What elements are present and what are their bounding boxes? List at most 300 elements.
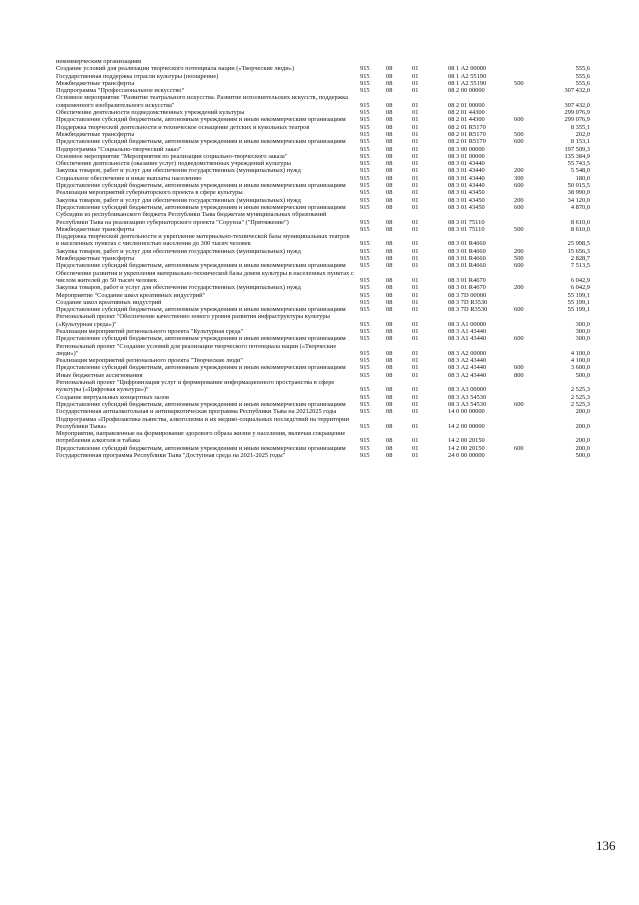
row-grbs-code: 915 [360,218,370,226]
row-section-code: 08 [386,400,393,408]
row-expense-type-code: 200 [514,247,524,255]
row-expense-type-code: 500 [514,225,524,233]
row-subsection-code: 01 [412,101,419,109]
row-subsection-code: 01 [412,386,419,394]
row-grbs-code: 915 [360,174,370,182]
row-amount: 8 355,1 [570,123,590,131]
row-target-article-code: 08 3 01 R4670 [448,284,486,292]
row-amount: 7 513,5 [570,262,590,270]
row-amount: 6 042,9 [570,276,590,284]
row-subsection-code: 01 [412,203,419,211]
row-target-article-code: 08 3 01 43450 [448,196,485,204]
row-subsection-code: 01 [412,306,419,314]
table-row [56,189,590,196]
table-row [56,146,590,153]
row-target-article-code: 08 3 01 43440 [448,182,485,190]
row-section-code: 08 [386,218,393,226]
row-expense-type-code [514,87,542,94]
table-row [56,124,590,131]
row-grbs-code: 915 [360,298,370,306]
row-expense-type-code [514,73,542,80]
row-target-article-code [448,58,514,65]
row-expense-type-code: 500 [514,130,524,138]
row-amount: 300,0 [575,320,590,328]
row-amount: 2 525,3 [570,393,590,401]
row-target-article-code: 08 3 А1 43440 [448,327,487,335]
row-expense-type-code [514,357,542,364]
row-amount: 307 432,0 [564,87,590,95]
row-name: Предоставление субсидий бюджетным, автономным учреждениям и иным некоммерческим организациям [56,335,346,343]
row-subsection-code: 01 [412,371,419,379]
row-amount: 555,6 [575,72,590,80]
row-grbs-code: 915 [360,306,370,314]
row-target-article-code: 08 2 01 R5170 [448,138,486,146]
row-amount: 8 610,0 [570,218,590,226]
row-subsection-code: 01 [412,327,419,335]
row-section-code: 08 [386,116,393,124]
row-amount: 3 600,0 [570,364,590,372]
page-number: 136 [596,838,616,853]
row-expense-type-code: 200 [514,284,524,292]
row-name: Закупка товаров, работ и услуг для обеспечения государственных (муниципальных) нужд [56,196,301,204]
table-row [56,364,590,371]
row-amount: 4 100,0 [570,349,590,357]
row-name: Межбюджетные трансферты [56,225,135,233]
row-expense-type-code [514,124,542,131]
row-amount: 555,6 [575,65,590,73]
row-expense-type-code: 200 [514,196,524,204]
row-name: Предоставление субсидий бюджетным, автономным учреждениям и иным некоммерческим организациям [56,364,346,372]
row-target-article-code: 08 3 01 43440 [448,167,485,175]
row-name: Поддержка творческой деятельности и укрепление материально-технической базы муниципальных театров в населенных пунктах с численностью населения до 300 тысяч человек [56,233,350,248]
row-expense-type-code: 600 [514,116,524,124]
row-amount: 2 525,3 [570,400,590,408]
row-expense-type-code: 600 [514,182,524,190]
row-grbs-code: 915 [360,240,370,248]
table-row [56,65,590,72]
row-amount: 200,0 [575,444,590,452]
row-target-article-code: 14 2 00 20150 [448,444,485,452]
row-target-article-code: 08 3 А1 43440 [448,335,487,343]
row-amount: 555,6 [575,79,590,87]
table-row [56,226,590,233]
row-section-code: 08 [386,160,393,168]
row-subsection-code: 01 [412,145,419,153]
row-expense-type-code: 300 [514,174,524,182]
row-name: Обеспечение деятельности (оказание услуг) подведомственных учреждений культуры [56,160,291,168]
table-row [56,335,590,342]
table-row [56,138,590,145]
table-row [56,94,590,109]
table-row [56,248,590,255]
row-name: Создание условий для реализации творческого потенциала нации («Творческие люди») [56,65,294,73]
row-subsection-code: 01 [412,452,419,460]
row-subsection-code: 01 [412,138,419,146]
row-expense-type-code [514,146,542,153]
row-name: Реализация мероприятий регионального проекта "Культурная среда" [56,327,244,335]
row-amount: 200,0 [575,408,590,416]
row-expense-type-code [514,430,542,445]
table-row [56,284,590,291]
row-target-article-code: 08 3 01 00000 [448,152,485,160]
row-grbs-code: 915 [360,203,370,211]
row-amount: 15 656,3 [567,247,590,255]
row-section-code: 08 [386,371,393,379]
row-name: Закупка товаров, работ и услуг для обеспечения государственных (муниципальных) нужд [56,247,301,255]
budget-table-body [56,58,590,459]
row-subsection-code: 01 [412,218,419,226]
row-expense-type-code: 500 [514,79,524,87]
table-row [56,116,590,123]
table-row [56,167,590,174]
row-amount [542,58,590,65]
row-subsection-code: 01 [412,422,419,430]
row-amount: 2 525,3 [570,386,590,394]
row-section-code [386,58,412,65]
row-target-article-code: 08 3 7D 00000 [448,291,487,299]
row-grbs-code [360,58,386,65]
row-target-article-code: 08 3 01 R4660 [448,247,486,255]
row-expense-type-code [514,408,542,415]
row-subsection-code: 01 [412,182,419,190]
row-section-code: 08 [386,247,393,255]
row-target-article-code: 08 3 01 R4670 [448,276,486,284]
row-grbs-code: 915 [360,123,370,131]
row-target-article-code: 08 3 А3 54530 [448,400,487,408]
table-row [56,80,590,87]
row-grbs-code: 915 [360,116,370,124]
row-target-article-code: 14 0 00 00000 [448,408,485,416]
row-grbs-code: 915 [360,291,370,299]
row-section-code: 08 [386,422,393,430]
row-target-article-code: 08 1 А2 55190 [448,72,487,80]
row-section-code: 08 [386,291,393,299]
row-expense-type-code [514,452,542,459]
row-subsection-code: 01 [412,79,419,87]
row-grbs-code: 915 [360,130,370,138]
row-subsection-code: 01 [412,364,419,372]
row-section-code: 08 [386,203,393,211]
row-name: Предоставление субсидий бюджетным, автономным учреждениям и иным некоммерческим организациям [56,444,346,452]
row-subsection-code: 01 [412,437,419,445]
row-expense-type-code: 600 [514,444,524,452]
row-name: Межбюджетные трансферты [56,79,135,87]
row-expense-type-code: 600 [514,138,524,146]
row-target-article-code: 08 2 01 44300 [448,116,485,124]
row-target-article-code: 08 2 01 44300 [448,109,485,117]
table-row [56,73,590,80]
row-grbs-code: 915 [360,72,370,80]
row-subsection-code: 01 [412,276,419,284]
table-row [56,372,590,379]
row-amount: 55 743,5 [567,160,590,168]
row-name: Социальное обеспечение и иные выплаты населению [56,174,202,182]
row-subsection-code: 01 [412,109,419,117]
row-amount: 4 100,0 [570,357,590,365]
row-amount: 299 076,9 [564,109,590,117]
row-subsection-code: 01 [412,189,419,197]
row-section-code: 08 [386,101,393,109]
table-row [56,211,590,226]
table-row [56,401,590,408]
table-row [56,379,590,394]
row-amount: 2 828,7 [570,255,590,263]
row-section-code: 08 [386,87,393,95]
row-subsection-code: 01 [412,357,419,365]
row-name: Предоставление субсидий бюджетным, автономным учреждениям и иным некоммерческим организациям [56,138,346,146]
row-section-code: 08 [386,364,393,372]
row-target-article-code: 08 3 А2 43440 [448,357,487,365]
table-row [56,131,590,138]
row-target-article-code: 08 3 01 43450 [448,189,485,197]
row-target-article-code: 08 2 00 00000 [448,87,485,95]
row-section-code: 08 [386,138,393,146]
row-expense-type-code [514,394,542,401]
row-subsection-code: 01 [412,349,419,357]
table-row [56,430,590,445]
row-name: Создание виртуальных концертных залов [56,393,169,401]
row-grbs-code: 915 [360,262,370,270]
row-target-article-code: 08 3 01 43450 [448,203,485,211]
table-row [56,87,590,94]
row-name: Подпрограмма «Профилактика пьянства, алкоголизма и их медико-социальных последствий на территории Республики Тыва» [56,415,349,430]
row-section-code: 08 [386,349,393,357]
row-name: Региональный проект "Цифровизация услуг и формирование информационного пространства в сфере культуры («Цифровая культура»)" [56,379,335,394]
table-row [56,445,590,452]
row-grbs-code: 915 [360,400,370,408]
row-subsection-code: 01 [412,291,419,299]
row-subsection-code: 01 [412,152,419,160]
row-grbs-code: 915 [360,320,370,328]
row-subsection-code: 01 [412,174,419,182]
row-name: Закупка товаров, работ и услуг для обеспечения государственных (муниципальных) нужд [56,284,301,292]
row-target-article-code: 08 3 01 43440 [448,174,485,182]
row-target-article-code: 08 3 А2 00000 [448,349,487,357]
row-grbs-code: 915 [360,101,370,109]
row-name: Предоставление субсидий бюджетным, автономным учреждениям и иным некоммерческим организациям [56,203,346,211]
table-row [56,204,590,211]
row-subsection-code: 01 [412,408,419,416]
row-target-article-code: 08 3 7D R3530 [448,306,488,314]
row-expense-type-code [514,94,542,109]
row-section-code: 08 [386,109,393,117]
table-row [56,175,590,182]
table-row [56,270,590,285]
row-subsection-code: 01 [412,298,419,306]
row-name: Основное мероприятие "Развитие театрального искусства. Развитие исполнительских искусств, поддержка современного изобразительного искусства" [56,94,348,109]
row-expense-type-code: 600 [514,262,524,270]
row-target-article-code: 08 3 А1 00000 [448,320,487,328]
row-section-code: 08 [386,240,393,248]
row-amount: 38 990,0 [567,189,590,197]
row-expense-type-code [514,233,542,248]
row-section-code: 08 [386,189,393,197]
row-grbs-code: 915 [360,357,370,365]
row-name: Предоставление субсидий бюджетным, автономным учреждениям и иным некоммерческим организациям [56,182,346,190]
row-grbs-code: 915 [360,196,370,204]
row-amount: 300,0 [575,327,590,335]
table-row [56,255,590,262]
row-amount: 200,0 [575,422,590,430]
row-name: Субсидии из республиканского бюджета Республики Тыва бюджетам муниципальных образований Республики Тыва на реализацию губернаторского проекта "Сорунза" ("Притяжение") [56,211,327,226]
table-row [56,328,590,335]
row-grbs-code: 915 [360,225,370,233]
row-amount: 200,0 [575,437,590,445]
row-expense-type-code [514,299,542,306]
row-subsection-code: 01 [412,196,419,204]
table-row [56,58,590,65]
row-amount: 500,0 [575,371,590,379]
table-row [56,197,590,204]
row-grbs-code: 915 [360,327,370,335]
row-target-article-code: 08 3 01 43440 [448,160,485,168]
row-grbs-code: 915 [360,167,370,175]
row-expense-type-code [514,109,542,116]
row-name: Мероприятия, направленные на формирование здорового образа жизни у населения, включая сокращение потребления алкоголя и табака [56,430,346,445]
row-subsection-code: 01 [412,240,419,248]
table-row [56,357,590,364]
row-expense-type-code [514,379,542,394]
row-subsection-code: 01 [412,320,419,328]
row-section-code: 08 [386,298,393,306]
row-grbs-code: 915 [360,335,370,343]
row-name: Обеспечение развития и укрепления материально-технической базы домов культуры в населенных пунктах с числом жителей до 50 тысяч человек [56,269,354,284]
table-row [56,182,590,189]
table-row [56,313,590,328]
row-subsection-code: 01 [412,255,419,263]
row-subsection-code: 01 [412,225,419,233]
row-target-article-code: 08 3 00 00000 [448,145,485,153]
row-grbs-code: 915 [360,386,370,394]
row-grbs-code: 915 [360,276,370,284]
row-grbs-code: 915 [360,437,370,445]
row-grbs-code: 915 [360,408,370,416]
row-amount: 202,0 [575,130,590,138]
row-grbs-code: 915 [360,393,370,401]
row-section-code: 08 [386,145,393,153]
table-row [56,160,590,167]
row-grbs-code: 915 [360,364,370,372]
row-target-article-code: 08 3 7D R3530 [448,298,488,306]
row-amount: 180,0 [575,174,590,182]
row-section-code: 08 [386,357,393,365]
row-target-article-code: 08 3 01 R4660 [448,255,486,263]
row-expense-type-code: 600 [514,306,524,314]
row-subsection-code: 01 [412,167,419,175]
row-grbs-code: 915 [360,444,370,452]
row-subsection-code: 01 [412,87,419,95]
row-amount: 55 199,1 [567,291,590,299]
row-grbs-code: 915 [360,182,370,190]
row-amount: 8 610,0 [570,225,590,233]
table-row [56,394,590,401]
row-grbs-code: 915 [360,371,370,379]
row-amount: 8 153,1 [570,138,590,146]
row-expense-type-code [514,153,542,160]
row-grbs-code: 915 [360,109,370,117]
row-grbs-code: 915 [360,87,370,95]
row-section-code: 08 [386,262,393,270]
row-expense-type-code: 600 [514,335,524,343]
row-grbs-code: 915 [360,189,370,197]
row-subsection-code: 01 [412,284,419,292]
table-row [56,262,590,269]
row-section-code: 08 [386,123,393,131]
row-section-code: 08 [386,152,393,160]
row-name: Региональный проект "Обеспечение качественно нового уровня развития инфраструктуры культуры («Культурная среда»)" [56,313,330,328]
row-target-article-code: 08 3 01 75110 [448,218,485,226]
row-section-code: 08 [386,452,393,460]
row-amount: 6 042,9 [570,284,590,292]
row-name: Мероприятие "Создание школ креативных индустрий" [56,291,206,299]
row-name: Межбюджетные трансферты [56,255,135,263]
table-row [56,343,590,358]
row-name: Закупка товаров, работ и услуг для обеспечения государственных (муниципальных) нужд [56,167,301,175]
row-name: Предоставление субсидий бюджетным, автономным учреждениям и иным некоммерческим организациям [56,262,346,270]
row-amount: 299 076,9 [564,116,590,124]
row-section-code: 08 [386,174,393,182]
row-amount: 197 509,3 [564,145,590,153]
row-grbs-code: 915 [360,138,370,146]
row-name: Государственная антиалкогольная и антинаркотическая программа Республики Тыва на 20212025 годы [56,408,337,416]
row-amount: 25 998,5 [567,240,590,248]
row-expense-type-code [514,211,542,226]
row-section-code: 08 [386,408,393,416]
row-subsection-code: 01 [412,247,419,255]
row-expense-type-code: 800 [514,371,524,379]
row-expense-type-code: 600 [514,364,524,372]
row-expense-type-code [514,292,542,299]
row-expense-type-code [514,416,542,431]
row-grbs-code: 915 [360,145,370,153]
row-target-article-code: 08 1 А2 00000 [448,65,487,73]
row-subsection-code: 01 [412,335,419,343]
table-row [56,153,590,160]
row-target-article-code: 08 3 01 R4660 [448,262,486,270]
row-grbs-code: 915 [360,65,370,73]
row-grbs-code: 915 [360,255,370,263]
row-expense-type-code: 600 [514,400,524,408]
row-section-code: 08 [386,327,393,335]
row-grbs-code: 915 [360,152,370,160]
row-target-article-code: 08 2 01 R5170 [448,123,486,131]
row-section-code: 08 [386,386,393,394]
row-subsection-code: 01 [412,444,419,452]
row-name: Иные бюджетные ассигнования [56,371,143,379]
row-name: некоммерческим организациям [56,58,142,65]
row-target-article-code: 08 3 А2 43440 [448,364,487,372]
row-expense-type-code [514,270,542,285]
row-name: Реализация мероприятий регионального проекта "Творческие люди" [56,357,244,365]
row-target-article-code: 08 2 01 R5170 [448,130,486,138]
row-target-article-code: 08 3 А2 43440 [448,371,487,379]
table-row [56,299,590,306]
row-subsection-code: 01 [412,160,419,168]
row-expense-type-code: 600 [514,203,524,211]
row-amount: 307 432,0 [564,101,590,109]
row-name: Основное мероприятие "Мероприятия по реализации социально-творческого заказа" [56,152,288,160]
row-expense-type-code: 200 [514,167,524,175]
row-section-code: 08 [386,276,393,284]
row-section-code: 08 [386,72,393,80]
row-section-code: 08 [386,182,393,190]
row-subsection-code: 01 [412,65,419,73]
row-target-article-code: 14 2 00 20150 [448,437,485,445]
row-section-code: 08 [386,65,393,73]
row-name: Подпрограмма "Профессиональное искусство" [56,87,185,95]
table-row [56,233,590,248]
row-section-code: 08 [386,79,393,87]
